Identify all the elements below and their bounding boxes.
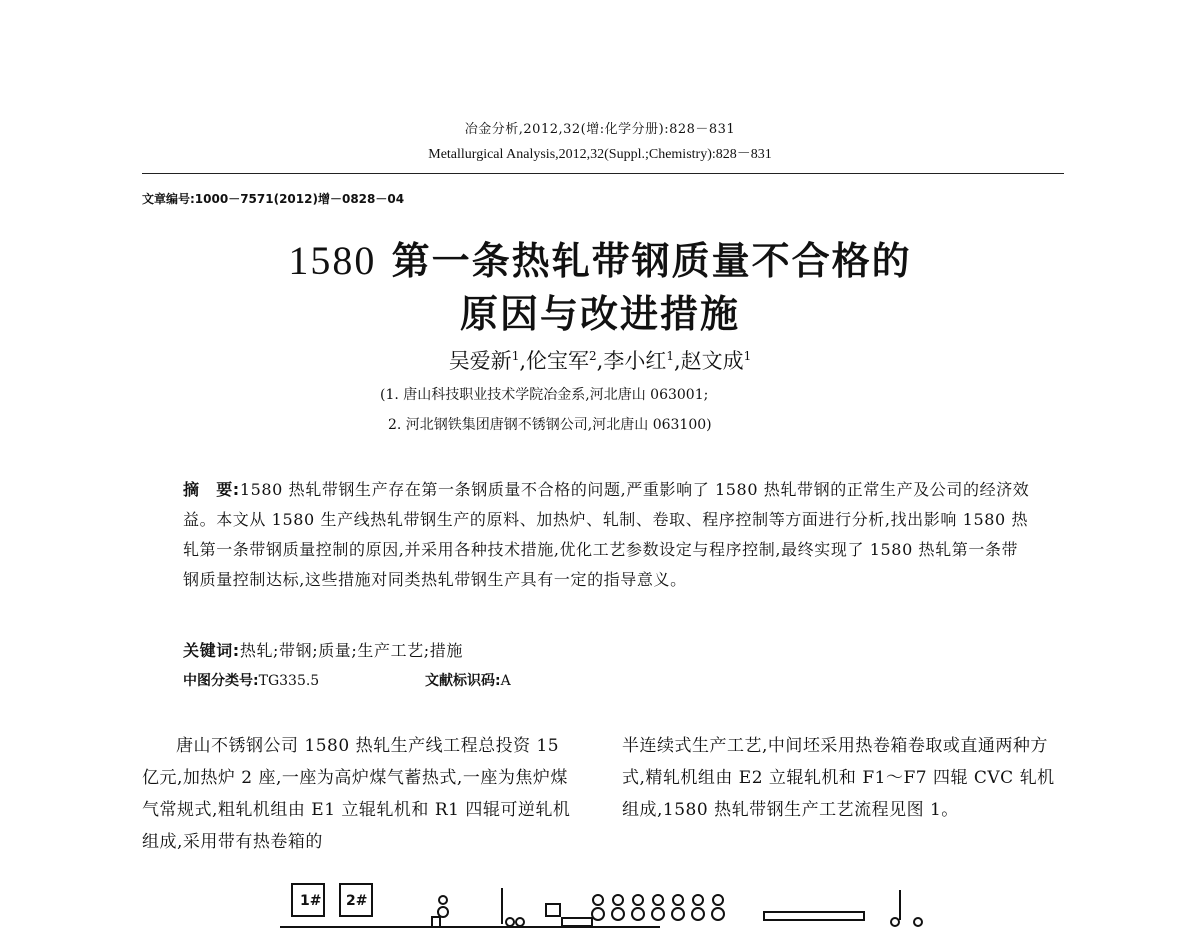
keywords (183, 638, 463, 661)
affiliation-2: 2. 河北钢铁集团唐钢不锈钢公司,河北唐山 063100) (388, 417, 712, 433)
abstract (183, 475, 1033, 595)
process-flow-figure (280, 880, 940, 929)
author-name: 吴爱新 (448, 349, 512, 373)
abstract-label: 摘 要: (183, 480, 240, 499)
author-name: 李小红 (603, 349, 667, 373)
header-rule (142, 173, 1064, 174)
doc-code-value: A (500, 673, 511, 689)
author-name: 赵文成 (680, 349, 744, 373)
roll-icon (672, 908, 684, 920)
roll-icon (439, 896, 447, 904)
coiler-icon (891, 918, 899, 926)
affiliation-1: (1. 唐山科技职业技术学院冶金系,河北唐山 063001; (380, 387, 709, 403)
paper-title-line2: 原因与改进措施 (459, 292, 740, 336)
coilbox-icon (546, 904, 560, 916)
body-column-right: 半连续式生产工艺,中间坯采用热卷箱卷取或直通两种方式,精轧机组由 E2 立辊轧机和 F1～F7 四辊 CVC 轧机组成,1580 热轧带钢生产工艺流程见图 1。 (622, 736, 1055, 820)
document-code (425, 670, 511, 690)
roll-icon (592, 908, 604, 920)
roll-icon (612, 908, 624, 920)
runout-table-icon (764, 912, 864, 920)
author-name: 伦宝军 (526, 349, 590, 373)
abstract-text: 1580 热轧带钢生产存在第一条钢质量不合格的问题,严重影响了 1580 热轧带钢的正常生产及公司的经济效益。本文从 1580 生产线热轧带钢生产的原料、加热炉、轧制、卷取、程序控制等方面进行分析,找出影响 1580 热轧第一条带钢质量控制的原因,并采用各种技术措施,优化工艺参数设定与程序控制,最终实现了 1580 热轧第一条带钢质量控制达标,这些措施对同类热轧带钢生产具有一定的指导意义。 (183, 480, 1030, 589)
furnace-2-label: 2# (346, 893, 368, 909)
roll-icon (693, 895, 703, 905)
article-number: 文章编号:1000－7571(2012)增－0828－04 (142, 192, 405, 206)
roll-icon (506, 918, 514, 926)
roll-icon (632, 908, 644, 920)
author-list: 吴爱新$^1$,伦宝军$^2$,李小红$^1$,赵文成$^1$ (448, 349, 752, 373)
roll-icon (613, 895, 623, 905)
roll-icon (653, 895, 663, 905)
body-column-left: 唐山不锈钢公司 1580 热轧生产线工程总投资 15 亿元,加热炉 2 座,一座为高炉煤气蓄热式,一座为焦炉煤气常规式,粗轧机组由 E1 立辊轧机和 R1 四辊可逆轧机组成,采用带有热卷箱的 (142, 736, 571, 852)
roll-icon (516, 918, 524, 926)
doc-code-label: 文献标识码: (425, 673, 501, 689)
roll-icon (712, 908, 724, 920)
roll-icon (713, 895, 723, 905)
keywords-text: 热轧;带钢;质量;生产工艺;措施 (239, 641, 463, 660)
roll-icon (593, 895, 603, 905)
author-affiliation-mark: 2 (589, 349, 597, 363)
furnace-1-label: 1# (300, 893, 322, 909)
author-affiliation-mark: 1 (511, 349, 520, 363)
clc-label: 中图分类号: (183, 673, 259, 689)
coiler-icon (914, 918, 922, 926)
descaler-icon (432, 917, 440, 927)
roll-icon (438, 907, 448, 917)
roll-icon (652, 908, 664, 920)
journal-citation-cn: 冶金分析,2012,32(增:化学分册):828－831 (464, 122, 736, 137)
title-text: 第一条热轧带钢质量不合格的 (391, 239, 912, 283)
roll-icon (692, 908, 704, 920)
clc-value: TG335.5 (258, 673, 320, 689)
journal-citation-en: Metallurgical Analysis,2012,32(Suppl.;Chemistry):828－831 (428, 147, 772, 162)
author-affiliation-mark: 1 (743, 349, 752, 363)
roll-icon (633, 895, 643, 905)
paper-title-line1 (0, 230, 1200, 285)
roll-icon (673, 895, 683, 905)
coilbox-icon (562, 918, 592, 926)
clc-number (183, 670, 319, 690)
title-number: 1580 (288, 238, 377, 283)
author-affiliation-mark: 1 (666, 349, 674, 363)
keywords-label: 关键词: (183, 641, 240, 660)
